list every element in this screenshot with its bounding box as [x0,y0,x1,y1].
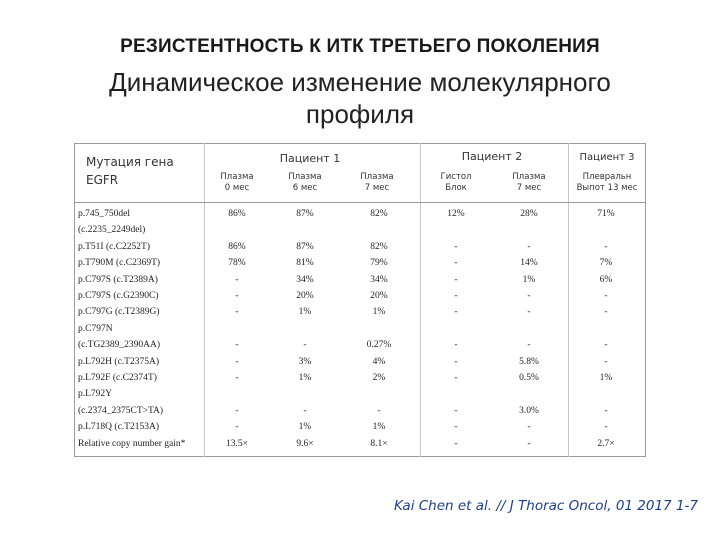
value-cell: - [454,373,458,383]
value-cell: 20% [296,291,314,301]
table-row [74,386,646,402]
value-cell: - [527,241,531,252]
table-row [74,206,646,222]
subheader-line-2: Блок [445,183,467,193]
slide-title: РЕЗИСТЕНТНОСТЬ К ИТК ТРЕТЬЕГО ПОКОЛЕНИЯ [120,36,600,57]
value-cell: - [454,307,458,318]
value-cell: - [527,307,531,318]
subheader-pleural [570,172,644,194]
table-row [74,272,646,288]
mutation-cell: p.T790M (c.C2369T) [78,258,161,269]
value-cell: - [454,291,458,301]
value-cell: 1% [599,373,613,383]
value-cell: 79% [370,258,388,269]
value-cell: 34% [370,274,388,285]
value-cell [215,386,259,402]
subheader-line-1: Плазма [360,172,394,182]
value-cell: - [235,422,239,433]
mutation-cell: p.C797G (c.T2389G) [78,307,160,318]
value-cell: 3% [298,356,312,367]
value-cell: - [303,405,307,416]
subtitle-line-2: профиля [305,99,415,129]
subheader-line-2: 7 мес [364,183,390,193]
value-cell: 1% [372,307,386,318]
value-cell: - [454,340,458,351]
subheader-line-1: Плевральн [582,172,632,182]
value-cell: 9.6× [296,438,314,449]
value-cell: - [235,405,239,416]
table-row [74,288,646,304]
subheader-plasma-6 [283,172,327,194]
subheader-plasma-7 [353,172,401,194]
value-cell: 0.27% [366,340,392,351]
value-cell [355,386,403,402]
subheader-histology [431,172,481,194]
slide-subtitle [0,66,720,130]
value-cell [504,321,554,337]
value-cell [504,386,554,402]
value-cell: - [527,340,531,351]
value-cell: - [303,340,307,351]
value-cell: 71% [597,209,615,219]
mutation-cell: (c.2374_2375CT>TA) [78,405,164,416]
value-cell [355,222,403,238]
value-cell: - [235,274,239,285]
value-cell: 86% [228,241,246,252]
subheader-line-2: 0 мес [224,183,250,193]
table-row [74,354,646,370]
mutation-cell: p.L792Y [78,389,113,400]
value-cell: 78% [228,258,246,269]
value-cell: - [454,356,458,367]
value-cell: - [604,307,608,318]
mutation-cell: p.L792F (c.C2374T) [78,373,157,383]
table-row [74,370,646,386]
value-cell: 4% [372,356,386,367]
subtitle-line-1: Динамическое изменение молекулярного [109,67,611,97]
value-cell: 86% [228,209,246,219]
mutation-header-line-1: Мутация гена [86,155,174,169]
value-cell: 1% [298,422,312,433]
mutation-cell: Relative copy number gain* [78,438,186,449]
mutation-cell: (c.TG2389_2390AA) [78,340,161,351]
value-cell: 0.5% [519,373,539,383]
value-cell [355,321,403,337]
subheader-line-1: Плазма [220,172,254,182]
mutation-cell: p.C797S (c.G2390C) [78,291,159,301]
value-cell [504,222,554,238]
value-cell [578,321,634,337]
value-cell: - [604,405,608,416]
value-cell: 2% [372,373,386,383]
value-cell: - [235,307,239,318]
value-cell: - [235,373,239,383]
mutation-cell: p.745_750del [78,209,130,219]
value-cell: - [527,438,531,449]
value-cell [578,386,634,402]
value-cell: - [454,241,458,252]
value-cell: 3.0% [519,405,539,416]
value-cell: 2.7× [597,438,615,449]
subheader-line-1: Плазма [288,172,322,182]
value-cell: - [235,291,239,301]
mutation-cell: p.L718Q (c.T2153A) [78,422,159,433]
table-header-divider [74,202,646,203]
value-cell: 81% [296,258,314,269]
subheader-plasma-0 [215,172,259,194]
value-cell [578,222,634,238]
value-cell: - [454,438,458,449]
subheader-plasma-p2 [504,172,554,194]
table-row [74,337,646,353]
value-cell: - [235,356,239,367]
mutation-header-line-2: EGFR [86,173,119,187]
value-cell: 87% [296,209,314,219]
mutation-cell: (c.2235_2249del) [78,225,146,236]
subheader-line-2: 6 мес [292,183,318,193]
value-cell: 1% [298,373,312,383]
value-cell [283,386,327,402]
value-cell [431,222,481,238]
value-cell: 82% [370,209,388,219]
value-cell: - [377,405,381,416]
value-cell: 20% [370,291,388,301]
value-cell: - [454,405,458,416]
subheader-line-1: Гистол [440,172,472,182]
value-cell: 82% [370,241,388,252]
value-cell: 1% [298,307,312,318]
table-row [74,419,646,435]
value-cell: - [604,340,608,351]
value-cell: - [604,241,608,252]
table-row [74,304,646,320]
value-cell: 12% [447,209,465,219]
patient-3-header: Пациент 3 [579,152,635,163]
value-cell: - [527,291,531,301]
patient-2-header: Пациент 2 [461,150,523,163]
value-cell: 7% [599,258,613,269]
table-row [74,255,646,271]
value-cell [283,321,327,337]
mutation-cell: p.C797S (c.T2389A) [78,274,158,285]
value-cell [431,321,481,337]
patient-1-header: Пациент 1 [279,152,341,165]
table-row [74,222,646,238]
subheader-line-2: Выпот 13 мес [576,183,638,193]
value-cell: 6% [599,274,613,285]
value-cell: - [235,340,239,351]
value-cell: 14% [520,258,538,269]
mutation-column-header [86,153,174,189]
value-cell: - [454,422,458,433]
value-cell: 28% [520,209,538,219]
value-cell: 5.8% [519,356,539,367]
value-cell: - [527,422,531,433]
value-cell [431,386,481,402]
value-cell: 13.5× [226,438,248,449]
value-cell: 8.1× [370,438,388,449]
table-row [74,436,646,452]
value-cell [215,321,259,337]
value-cell [283,222,327,238]
value-cell: - [604,356,608,367]
mutation-cell: p.T51I (c.C2252T) [78,241,151,252]
table-row [74,239,646,255]
mutation-cell: p.L792H (c.T2375A) [78,356,159,367]
table-row [74,403,646,419]
value-cell: - [454,274,458,285]
value-cell: - [604,291,608,301]
mutation-cell: p.C797N [78,323,113,334]
citation: Kai Chen et al. // J Thorac Oncol, 01 2017 1-7 [394,498,698,514]
value-cell: 34% [296,274,314,285]
value-cell: 1% [372,422,386,433]
value-cell: - [454,258,458,269]
value-cell [215,222,259,238]
value-cell: - [604,422,608,433]
table-row [74,321,646,337]
value-cell: 87% [296,241,314,252]
subheader-line-2: 7 мес [516,183,542,193]
value-cell: 1% [522,274,536,285]
subheader-line-1: Плазма [512,172,546,182]
